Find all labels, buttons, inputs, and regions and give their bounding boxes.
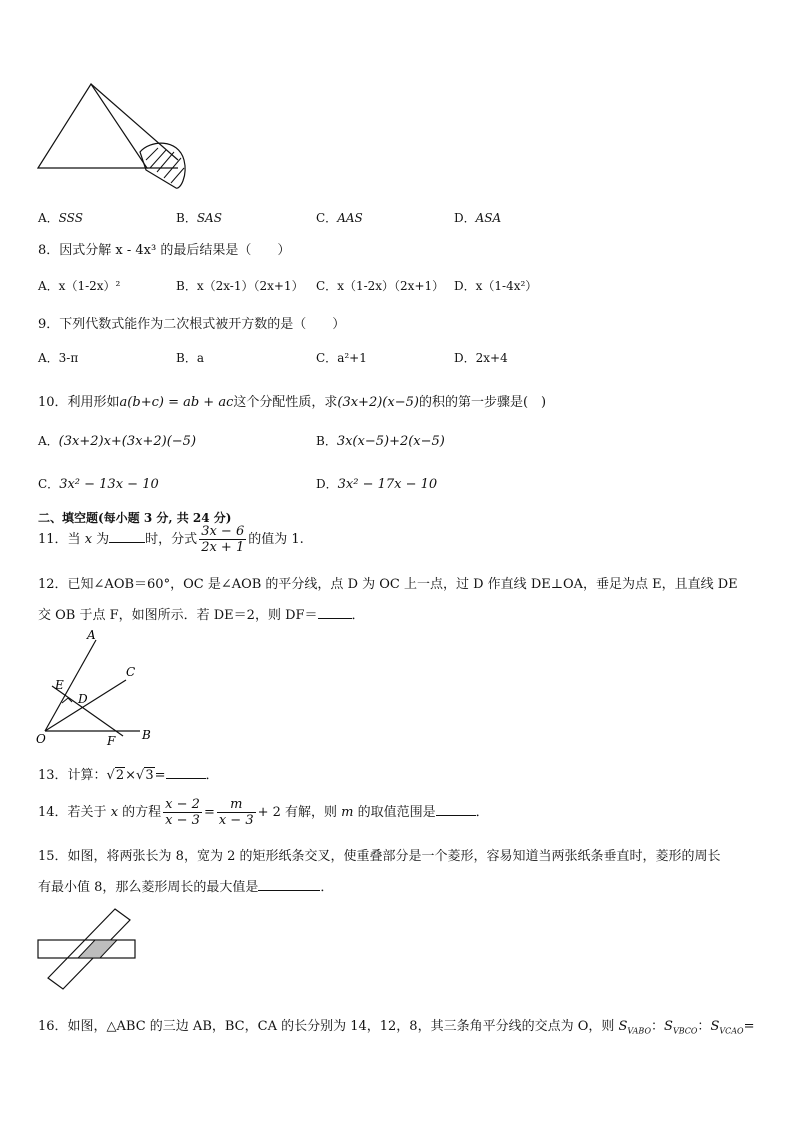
q10-stem: 10．利用形如a(b+c) = ab + ac这个分配性质，求(3x+2)(x−5)的积的第一步骤是( ) xyxy=(38,395,547,410)
q7-option-d: D．ASA xyxy=(454,211,502,225)
q12-line2: 交 OB 于点 F，如图所示．若 DE＝2，则 DF＝ ． xyxy=(38,608,365,623)
q10-option-a: A．(3x+2)x+(3x+2)(−5) xyxy=(38,434,197,449)
sqrt-3: √3 xyxy=(136,768,154,783)
q10-option-d: D．3x² − 17x − 10 xyxy=(316,477,438,492)
q11: 11．当 x 为 时，分式 $\frac{3x - 6}{2x + 1}$ 的值为 1. xyxy=(38,524,304,555)
q10-option-b: B．3x(x−5)+2(x−5) xyxy=(316,434,445,449)
q10-option-c: C．3x² − 13x − 10 xyxy=(38,477,159,492)
label-b: B xyxy=(142,728,151,742)
label-c: C xyxy=(126,665,136,679)
label-f: F xyxy=(107,734,116,748)
label-e: E xyxy=(55,678,64,692)
label-a: A xyxy=(87,628,96,642)
q7-option-c: C．AAS xyxy=(316,211,363,225)
q8-stem: 8．因式分解 x - 4x³ 的最后结果是（ ） xyxy=(38,243,291,258)
q15-line2: 有最小值 8，那么菱形周长的最大值是 ． xyxy=(38,880,334,895)
q14-fraction-2: $\frac{m}{x - 3}$ xyxy=(218,797,254,828)
q9-stem: 9．下列代数式能作为二次根式被开方数的是（ ） xyxy=(38,317,346,332)
label-d: D xyxy=(78,692,88,706)
q12-line1: 12．已知∠AOB＝60°，OC 是∠AOB 的平分线，点 D 为 OC 上一点，过 D 作直线 DE⊥OA，垂足为点 E，且直线 DE xyxy=(38,577,738,592)
q16: 16．如图，△ABC 的三边 AB，BC，CA 的长分别为 14，12，8，其三条角平分线的交点为 O，则 $S_{VABO}$：$S_{VBCO}$：$S_{VCAO}=$ xyxy=(38,1019,755,1036)
q15-line1: 15．如图，将两张长为 8，宽为 2 的矩形纸条交叉，使重叠部分是一个菱形，容易知道当两张纸条垂直时，菱形的周长 xyxy=(38,849,721,864)
q8-option-a: A．x（1-2x）² xyxy=(38,279,121,293)
section-title: 二、填空题(每小题 3 分, 共 24 分) xyxy=(38,511,232,525)
q7-option-b: B．SAS xyxy=(176,211,222,225)
q9-option-c: C．a²+1 xyxy=(316,351,367,365)
q8-option-c: C．x（1-2x）（2x+1） xyxy=(316,279,445,293)
sqrt-2: √2 xyxy=(106,768,125,783)
q8-option-b: B．x（2x-1）（2x+1） xyxy=(176,279,304,293)
q9-option-d: D．2x+4 xyxy=(454,351,508,365)
q9-option-a: A．3-π xyxy=(38,351,79,365)
q13: 13．计算：√2×√3= ． xyxy=(38,768,219,783)
q10-expr: (3x+2)(x−5) xyxy=(337,395,419,410)
q7-option-a: A．SSS xyxy=(38,211,83,225)
q10-formula: a(b+c) = ab + ac xyxy=(119,395,234,410)
q14: 14．若关于 x 的方程 $\frac{x - 2}{x - 3}$ = $\frac{m}{x - 3}$ + 2 有解，则 m 的取值范围是 ． xyxy=(38,797,489,828)
q14-fraction-1: $\frac{x - 2}{x - 3}$ xyxy=(165,797,200,828)
q8-option-d: D．x（1-4x²） xyxy=(454,279,538,293)
label-o: O xyxy=(36,732,46,746)
q9-option-b: B．a xyxy=(176,351,204,365)
q11-fraction: $\frac{3x - 6}{2x + 1}$ xyxy=(201,524,245,555)
